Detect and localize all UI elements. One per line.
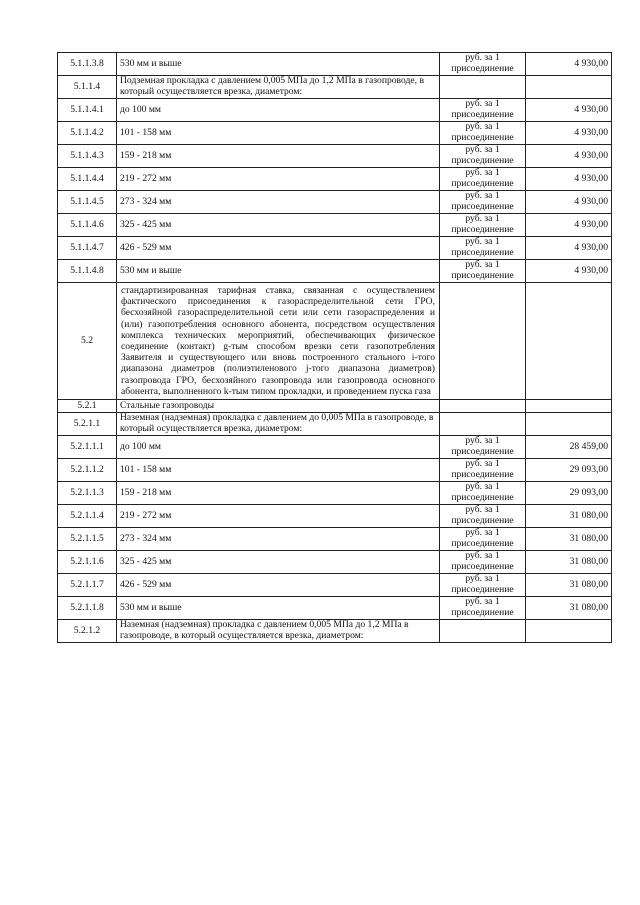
table-row [58, 459, 612, 482]
row-description: 101 - 158 мм [117, 122, 440, 145]
table-row [58, 168, 612, 191]
row-code: 5.2.1.1.1 [58, 436, 117, 459]
row-price: 31 080,00 [526, 597, 612, 620]
row-code: 5.1.1.4 [58, 76, 117, 99]
table-row [58, 260, 612, 283]
row-description: Стальные газопроводы [117, 400, 440, 413]
row-code: 5.1.1.4.3 [58, 145, 117, 168]
row-description: 101 - 158 мм [117, 459, 440, 482]
row-price: 4 930,00 [526, 168, 612, 191]
row-code: 5.2.1 [58, 400, 117, 413]
table-row [58, 53, 612, 76]
row-code: 5.2.1.1.4 [58, 505, 117, 528]
row-price [526, 400, 612, 413]
row-description: 530 мм и выше [117, 260, 440, 283]
row-description: 159 - 218 мм [117, 145, 440, 168]
table-row [58, 436, 612, 459]
row-code: 5.2.1.1.5 [58, 528, 117, 551]
row-code: 5.2.1.1 [58, 413, 117, 436]
row-code: 5.2 [58, 283, 117, 400]
row-unit: руб. за 1 присоединение [440, 214, 526, 237]
row-unit [440, 400, 526, 413]
row-price: 4 930,00 [526, 53, 612, 76]
row-price: 4 930,00 [526, 99, 612, 122]
table-row [58, 214, 612, 237]
row-unit: руб. за 1 присоединение [440, 574, 526, 597]
row-description: 159 - 218 мм [117, 482, 440, 505]
row-price: 4 930,00 [526, 260, 612, 283]
row-description: 325 - 425 мм [117, 551, 440, 574]
row-description: Наземная (надземная) прокладка с давлением до 0,005 МПа в газопроводе, в который осуществляется врезка, диаметром: [117, 413, 440, 436]
row-unit: руб. за 1 присоединение [440, 191, 526, 214]
row-description: 426 - 529 мм [117, 574, 440, 597]
row-unit: руб. за 1 присоединение [440, 122, 526, 145]
table-row [58, 76, 612, 99]
row-description: 325 - 425 мм [117, 214, 440, 237]
row-code: 5.2.1.2 [58, 620, 117, 643]
row-price: 28 459,00 [526, 436, 612, 459]
row-unit: руб. за 1 присоединение [440, 99, 526, 122]
tariff-table [57, 52, 612, 643]
table-row [58, 597, 612, 620]
row-unit: руб. за 1 присоединение [440, 528, 526, 551]
row-description: 219 - 272 мм [117, 505, 440, 528]
table-row [58, 400, 612, 413]
row-price: 29 093,00 [526, 459, 612, 482]
row-price: 31 080,00 [526, 574, 612, 597]
row-code: 5.1.1.3.8 [58, 53, 117, 76]
row-price [526, 620, 612, 643]
table-row [58, 283, 612, 400]
row-description: 530 мм и выше [117, 597, 440, 620]
row-price: 31 080,00 [526, 528, 612, 551]
row-price: 4 930,00 [526, 122, 612, 145]
row-code: 5.1.1.4.4 [58, 168, 117, 191]
row-unit: руб. за 1 присоединение [440, 168, 526, 191]
row-code: 5.2.1.1.2 [58, 459, 117, 482]
row-description: до 100 мм [117, 99, 440, 122]
row-unit [440, 620, 526, 643]
table-row [58, 620, 612, 643]
table-row [58, 413, 612, 436]
row-code: 5.1.1.4.2 [58, 122, 117, 145]
row-unit [440, 283, 526, 400]
row-code: 5.1.1.4.1 [58, 99, 117, 122]
row-unit: руб. за 1 присоединение [440, 436, 526, 459]
row-price: 4 930,00 [526, 145, 612, 168]
row-price: 29 093,00 [526, 482, 612, 505]
row-description: 426 - 529 мм [117, 237, 440, 260]
row-description: 273 - 324 мм [117, 191, 440, 214]
row-code: 5.1.1.4.5 [58, 191, 117, 214]
row-unit: руб. за 1 присоединение [440, 145, 526, 168]
row-unit [440, 76, 526, 99]
row-price: 31 080,00 [526, 551, 612, 574]
row-price [526, 413, 612, 436]
row-description: Наземная (надземная) прокладка с давлением 0,005 МПа до 1,2 МПа в газопроводе, в который осуществляется врезка, диаметром: [117, 620, 440, 643]
row-price [526, 283, 612, 400]
table-row [58, 99, 612, 122]
row-code: 5.1.1.4.6 [58, 214, 117, 237]
row-code: 5.1.1.4.7 [58, 237, 117, 260]
row-description: до 100 мм [117, 436, 440, 459]
row-code: 5.2.1.1.8 [58, 597, 117, 620]
row-code: 5.2.1.1.3 [58, 482, 117, 505]
table-row [58, 505, 612, 528]
row-description: 273 - 324 мм [117, 528, 440, 551]
row-description: 219 - 272 мм [117, 168, 440, 191]
table-row [58, 191, 612, 214]
row-price: 4 930,00 [526, 191, 612, 214]
row-price: 4 930,00 [526, 214, 612, 237]
row-price: 4 930,00 [526, 237, 612, 260]
row-price [526, 76, 612, 99]
table-row [58, 237, 612, 260]
row-description: Подземная прокладка с давлением 0,005 МПа до 1,2 МПа в газопроводе, в который осуществляется врезка, диаметром: [117, 76, 440, 99]
row-code: 5.2.1.1.6 [58, 551, 117, 574]
row-unit: руб. за 1 присоединение [440, 597, 526, 620]
table-row [58, 574, 612, 597]
row-unit [440, 413, 526, 436]
row-description: стандартизированная тарифная ставка, связанная с осуществлением фактического присоединения к газораспределительной сети ГРО, бесхозяйной газораспределительной сети или сети газораспределения и (или) газопотребления основного абонента, посредством осуществления комплекса технических мероприятий, обеспечивающих физическое соединение (контакт) g-тым способом врезки сети газопотребления Заявителя и существующего или вновь построенного стального i-того диапазона диаметров (полиэтиленового j-того диапазона диаметров) газопровода ГРО, бесхозяйного газопровода или газопровода основного абонента, выполненного k-тым типом прокладки, и проведением пуска газа [117, 283, 440, 400]
row-unit: руб. за 1 присоединение [440, 482, 526, 505]
row-code: 5.1.1.4.8 [58, 260, 117, 283]
row-description: 530 мм и выше [117, 53, 440, 76]
row-code: 5.2.1.1.7 [58, 574, 117, 597]
row-unit: руб. за 1 присоединение [440, 237, 526, 260]
row-unit: руб. за 1 присоединение [440, 459, 526, 482]
row-unit: руб. за 1 присоединение [440, 551, 526, 574]
row-price: 31 080,00 [526, 505, 612, 528]
table-row [58, 551, 612, 574]
table-row [58, 528, 612, 551]
row-unit: руб. за 1 присоединение [440, 260, 526, 283]
row-unit: руб. за 1 присоединение [440, 505, 526, 528]
table-row [58, 122, 612, 145]
row-unit: руб. за 1 присоединение [440, 53, 526, 76]
table-row [58, 482, 612, 505]
table-row [58, 145, 612, 168]
